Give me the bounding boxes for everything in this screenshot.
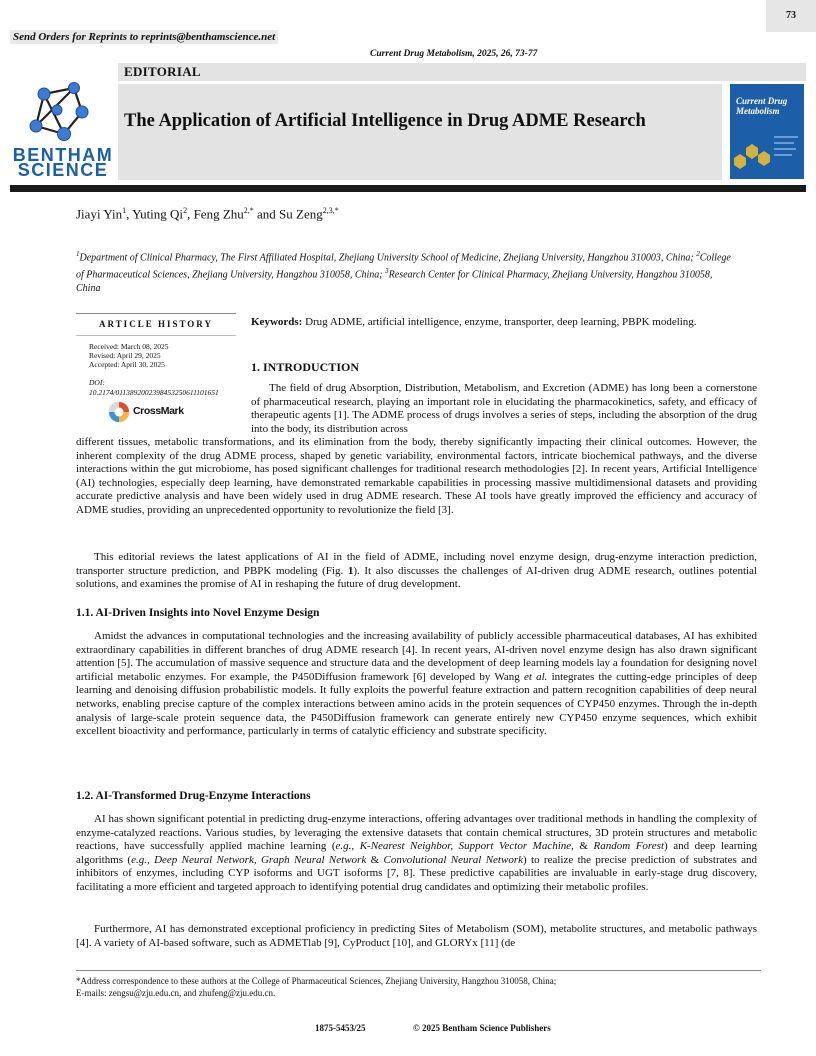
affiliations (76, 248, 736, 295)
doi-label: DOI: (89, 378, 105, 387)
cover-art-icon (730, 130, 804, 179)
subsection-heading: 1.2. AI-Transformed Drug-Enzyme Interactions (76, 790, 311, 802)
body-paragraph (76, 630, 757, 739)
footnote-rule (76, 970, 761, 971)
article-type-bar (118, 63, 806, 81)
paragraph-text: ). It also discusses the challenges of AI-driven drug ADME research, outlines potential solutions, and examines the promise of AI in reshaping the future of drug development. (76, 564, 757, 591)
paragraph-text: Random Forest (593, 840, 665, 853)
affiliation-text: Research Center for Clinical Pharmacy, Zhejiang University, Hangzhou 310058, China (76, 269, 713, 294)
paragraph-text: Furthermore, AI has demonstrated exceptional proficiency in predicting Sites of Metabolism (SOM), metabolite structures, and metabolic pathways [4]. A variety of AI-based software, such as ADMETlab [9], CyProduct [10], and GLORYx [11] (de (76, 923, 757, 949)
body-paragraph (76, 551, 757, 592)
journal-volume: 26 (500, 49, 511, 59)
keywords-text: Drug ADME, artificial intelligence, enzyme, transporter, deep learning, PBPK modeling. (302, 316, 697, 328)
body-paragraph (76, 923, 757, 950)
subsection-heading: 1.1. AI-Driven Insights into Novel Enzyme Design (76, 607, 320, 619)
logo-line-1: BENTHAM (12, 145, 114, 165)
received-date: Received: March 08, 2025 (89, 342, 169, 351)
author-affil-mark: 2,3,* (322, 206, 339, 215)
affil-mark: 3 (385, 266, 389, 275)
article-type: EDITORIAL (124, 64, 201, 79)
crossmark-label: CrossMark (133, 405, 184, 417)
paragraph-text: This editorial reviews the latest applications of AI in the field of ADME, including novel enzyme design, drug-enzyme interaction prediction, transporter structure prediction, and PBPK modeling (Fig. (76, 551, 757, 577)
paragraph-text: integrates the cutting-edge principles of deep learning and denoising diffusion probabilistic models. It fully exploits the powerful feature extraction and pattern recognition capabilities of deep neural networks, enabling precise capture of the complex interactions between amino acids in the protein sequences of CYP450 enzymes. Through the in-depth analysis of large-scale protein sequence data, the P450Diffusion framework can generate entirely new CYP450 enzyme sequences, which exhibit excellent bioactivity and performance, particularly in terms of catalytic efficiency and substrate specificity. (76, 670, 758, 738)
author-name: and Su Zeng (253, 206, 323, 222)
journal-year: 2025, (474, 49, 501, 59)
accepted-date: Accepted: April 30, 2025 (89, 360, 165, 369)
crossmark-badge[interactable] (108, 400, 200, 426)
history-divider (76, 335, 236, 336)
journal-pages: , 73-77 (510, 49, 538, 59)
author-affil-mark: 2,* (243, 206, 254, 215)
author-name: Jiayi Yin (76, 206, 123, 222)
journal-citation (370, 49, 537, 59)
section-heading: 1. INTRODUCTION (251, 360, 360, 374)
author-list (76, 206, 339, 222)
author-name: , Yuting Qi (126, 206, 184, 222)
body-paragraph (251, 382, 757, 436)
page-number: 73 (786, 10, 796, 21)
author-affil-mark: 2 (183, 206, 188, 215)
footnote-line: *Address correspondence to these authors at the College of Pharmaceutical Sciences, Zhejiang University, Hangzhou 310058, China; (76, 976, 557, 986)
paragraph-text: , & (571, 840, 594, 853)
affil-mark: 1 (76, 250, 80, 258)
copyright: © 2025 Bentham Science Publishers (413, 1023, 551, 1033)
paragraph-text: ) to realize the precise prediction of substrates and inhibitors of enzymes, including CYP isoforms and UGT isoforms [7, 8]. These predictive capabilities are invaluable in early-stage drug discovery, facilitating a more efficient and targeted approach to identifying potential drug candidates and optimizing their metabolic profiles. (76, 853, 757, 893)
paragraph-text: The field of drug Absorption, Distribution, Metabolism, and Excretion (ADME) has long been a cornerstone of pharmaceutical research, playing an important role in elucidating the pharmacokinetics, safety, and efficacy of therapeutic agents [1]. The ADME process of drugs involves a series of steps, including the absorption of the drug into the body, its distribution across (251, 382, 757, 435)
affil-mark: 2 (696, 250, 700, 258)
body-paragraph (76, 436, 757, 518)
paragraph-text: et al. (523, 670, 548, 683)
paragraph-text: AI has shown significant potential in predicting drug-enzyme interactions, offering advantages over traditional methods in handling the complexity of enzyme-catalyzed reactions. Various studies, by leveraging the extensive datasets that contain chemical structures, 3D protein structures and metabolic reactions, have successfully applied machine learning ( (76, 813, 757, 853)
bentham-molecule-logo (24, 82, 98, 146)
paragraph-text: , Deep Neural Network, Graph Neural Network (146, 853, 367, 866)
issn: 1875-5453/25 (315, 1023, 366, 1033)
author-name: , Feng Zhu (187, 206, 244, 222)
bentham-logo-text (12, 145, 114, 180)
author-affil-mark: 1 (122, 206, 127, 215)
paragraph-text: Amidst the advances in computational technologies and the increasing availability of publicly accessible pharmaceutical databases, AI has exhibited extraordinary capabilities in different branches of drug ADME research [4]. In recent years, AI-driven novel enzyme design has also drawn significant attention [5]. The accumulation of massive sequence and structure data and the development of deep learning models lay a foundation for designing novel artificial metabolic enzymes. For example, the P450Diffusion framework [6] developed by Wang (76, 630, 757, 683)
paragraph-text: ) and deep learning algorithms ( (76, 840, 757, 866)
paragraph-text: e.g. (131, 853, 147, 866)
figure-ref[interactable]: 1 (347, 564, 354, 577)
affiliation-text: Department of Clinical Pharmacy, The First Affiliated Hospital, Zhejiang University School of Medicine, Zhejiang University, Hangzhou 310003, China; (79, 252, 697, 264)
paragraph-text: , K-Nearest Neighbor, Support Vector Machine (351, 840, 572, 853)
article-title: The Application of Artificial Intelligence in Drug ADME Research (124, 111, 646, 131)
article-history-heading: ARTICLE HISTORY (99, 319, 213, 329)
header-rule (10, 185, 806, 192)
paragraph-text: different tissues, metabolic transformations, and its elimination from the body, thereby significantly impacting their clinical outcomes. However, the inherent complexity of the drug ADME process, shaped by genetic variability, environmental factors, intricate biochemical pathways, and the diverse interactions within the gut microbiome, has posed significant challenges for traditional research methodologies [2]. In recent years, Artificial Intelligence (AI) technologies, especially deep learning, have demonstrated remarkable capabilities in processing massive multidimensional datasets and providing accurate predictive analysis and have been widely used in drug ADME research. These AI tools have greatly improved the efficiency and accuracy of ADME studies, providing an unprecedented opportunity to revolutionize the field [3]. (76, 436, 757, 516)
affiliation-text: College of Pharmaceutical Sciences, Zhejiang University, Hangzhou 310058, China; (76, 252, 731, 281)
history-top-rule (76, 313, 236, 314)
journal-name: Current Drug Metabolism, (370, 49, 475, 59)
keywords-label: Keywords: (251, 316, 303, 328)
crossmark-icon (108, 400, 130, 424)
paragraph-text: & (366, 853, 384, 866)
cover-title: Current Drug Metabolism (736, 96, 788, 116)
reprints-note: Send Orders for Reprints to reprints@benthamscience.net (10, 30, 278, 44)
revised-date: Revised: April 29, 2025 (89, 351, 161, 360)
title-bar (118, 84, 722, 180)
body-paragraph (76, 813, 757, 895)
logo-line-2: SCIENCE (17, 160, 109, 180)
correspondence-footnote (76, 975, 766, 999)
paragraph-text: Convolutional Neural Network (383, 853, 523, 866)
keywords (251, 316, 761, 330)
doi-link[interactable]: 10.2174/0113892002398453250611101651 (89, 388, 219, 397)
footnote-emails: E-mails: zengsu@zju.edu.cn, and zhufeng@zju.edu.cn. (76, 988, 276, 998)
paragraph-text: e.g. (335, 840, 352, 853)
